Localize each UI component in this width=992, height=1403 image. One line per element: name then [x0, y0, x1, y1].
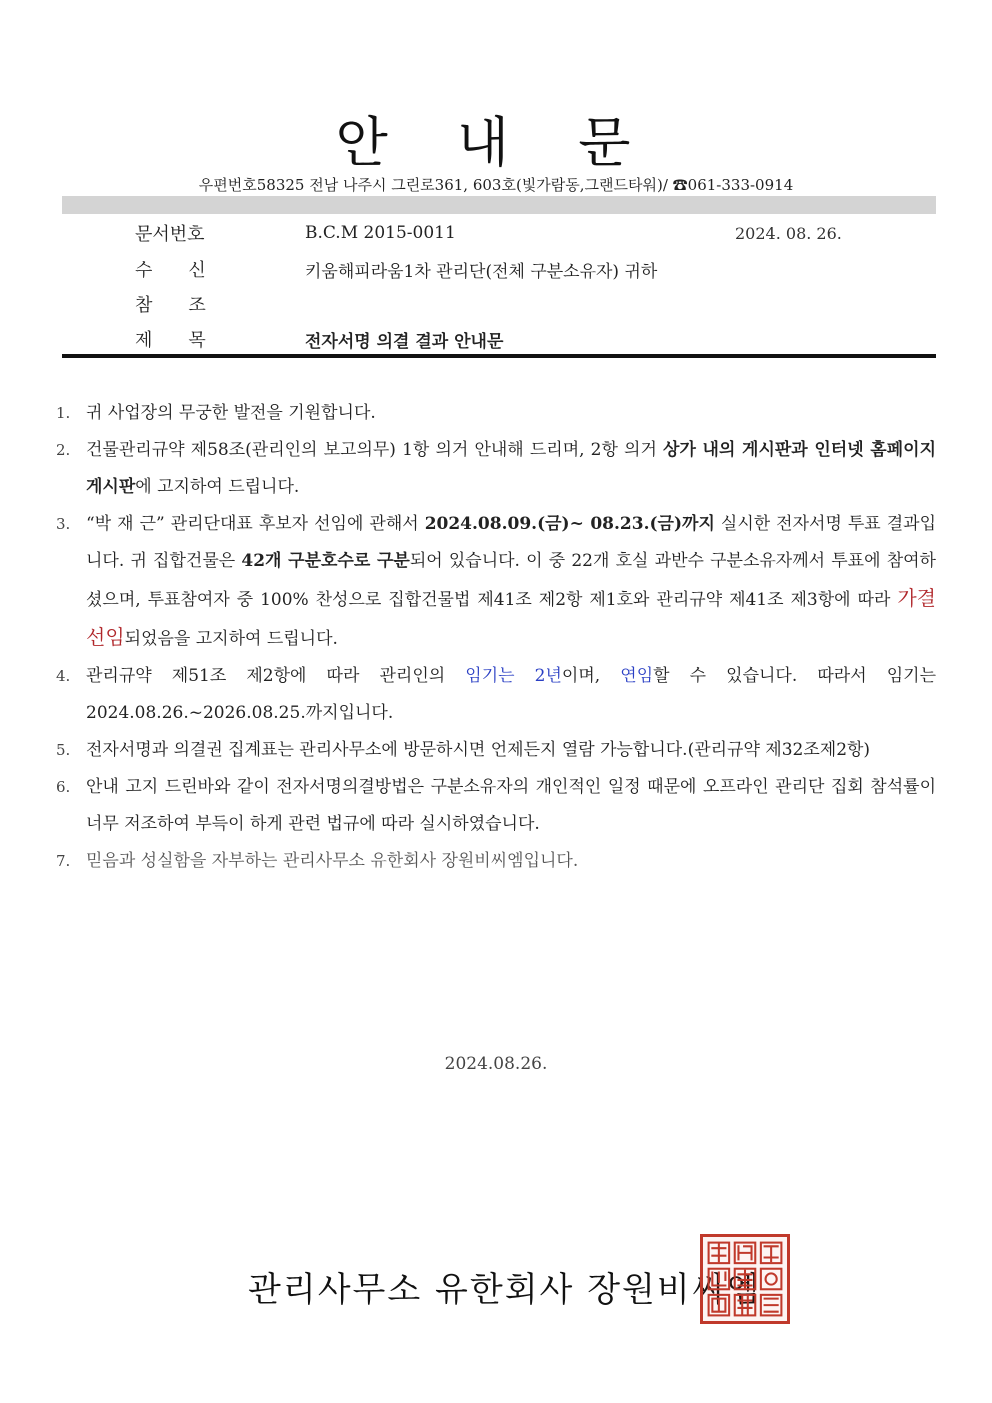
voting-period: 2024.08.09.(금)~ 08.23.(금)까지 — [424, 514, 715, 534]
doc-number-label: 문서번호 — [135, 224, 205, 245]
unit-count: 42개 구분호수로 구분 — [241, 551, 410, 571]
item-number: 2. — [56, 441, 71, 459]
item-number: 5. — [56, 741, 71, 759]
item-text: 귀 사업장의 무궁한 발전을 기원합니다. — [86, 403, 376, 423]
subject-label: 제 목 — [135, 330, 206, 351]
item-number: 1. — [56, 404, 71, 422]
result-emphasis: 가결 선임 — [86, 586, 936, 649]
list-item — [56, 395, 936, 432]
list-item — [56, 658, 936, 732]
item-text: 관리규약 제51조 제2항에 따라 관리인의 임기는 2년이며, 연임할 수 있습니다. 따라서 임기는 2024.08.26.~2026.08.25.까지입니다. — [86, 666, 936, 723]
page-title: 안 내 문 — [335, 111, 657, 174]
doc-number-value: B.C.M 2015-0011 — [305, 223, 456, 243]
company-seal-stamp — [700, 1234, 790, 1324]
item-number: 7. — [56, 852, 71, 870]
item-text: 믿음과 성실함을 자부하는 관리사무소 유한회사 장원비씨엠입니다. — [86, 851, 579, 871]
recipient-value: 키움해피라움1차 관리단(전체 구분소유자) 귀하 — [305, 262, 658, 282]
doc-date: 2024. 08. 26. — [735, 224, 842, 243]
term-emphasis: 임기는 2년 — [465, 666, 562, 686]
subject-value: 전자서명 의결 결과 안내문 — [305, 332, 504, 352]
recipient-label: 수 신 — [135, 260, 206, 281]
notice-body — [56, 395, 936, 880]
item-number: 4. — [56, 667, 71, 685]
list-item — [56, 843, 936, 880]
reference-label: 참 조 — [135, 295, 206, 316]
header-divider-bar — [62, 196, 936, 214]
list-item — [56, 769, 936, 843]
item-text: 안내 고지 드린바와 같이 전자서명의결방법은 구분소유자의 개인적인 일정 때문에 오프라인 관리단 집회 참석률이 너무 저조하여 부득이 하게 관련 법규에 따라 실시하였습니다. — [86, 777, 936, 834]
header-rule — [62, 354, 936, 358]
list-item — [56, 732, 936, 769]
list-item — [56, 432, 936, 506]
seal-glyphs-icon — [703, 1237, 787, 1321]
item-number: 3. — [56, 515, 71, 533]
footer-date: 2024.08.26. — [444, 1054, 548, 1074]
company-signature: 관리사무소 유한회사 장원비씨엠 — [248, 1270, 762, 1310]
bold-emphasis: 상가 내의 게시판과 인터넷 홈페이지 게시판 — [86, 440, 936, 497]
item-text: 전자서명과 의결권 집계표는 관리사무소에 방문하시면 언제든지 열람 가능합니다.(관리규약 제32조제2항) — [86, 740, 871, 760]
item-text: “박 재 근” 관리단대표 후보자 선임에 관해서 2024.08.09.(금)~ 08.23.(금)까지 실시한 전자서명 투표 결과입니다. 귀 집합건물은 42개 구분호수로 구분되어 있습니다. 이 중 22개 호실 과반수 구분소유자께서 투표에 참여하셨으며, 투표참여자 중 100% 찬성으로 집합건물법 제41조 제2항 제1호와 관리규약 제41조 제3항에 따라 가결 선임되었음을 고지하여 드립니다. — [86, 514, 937, 649]
item-number: 6. — [56, 778, 71, 796]
reappointment-emphasis: 연임 — [620, 666, 654, 686]
item-text: 건물관리규약 제58조(관리인의 보고의무) 1항 의거 안내해 드리며, 2항 의거 상가 내의 게시판과 인터넷 홈페이지 게시판에 고지하여 드립니다. — [86, 440, 936, 497]
address-line: 우편번호58325 전남 나주시 그린로361, 603호(빛가람동,그랜드타워)/ ☎061-333-0914 — [198, 176, 794, 194]
list-item — [56, 506, 936, 658]
